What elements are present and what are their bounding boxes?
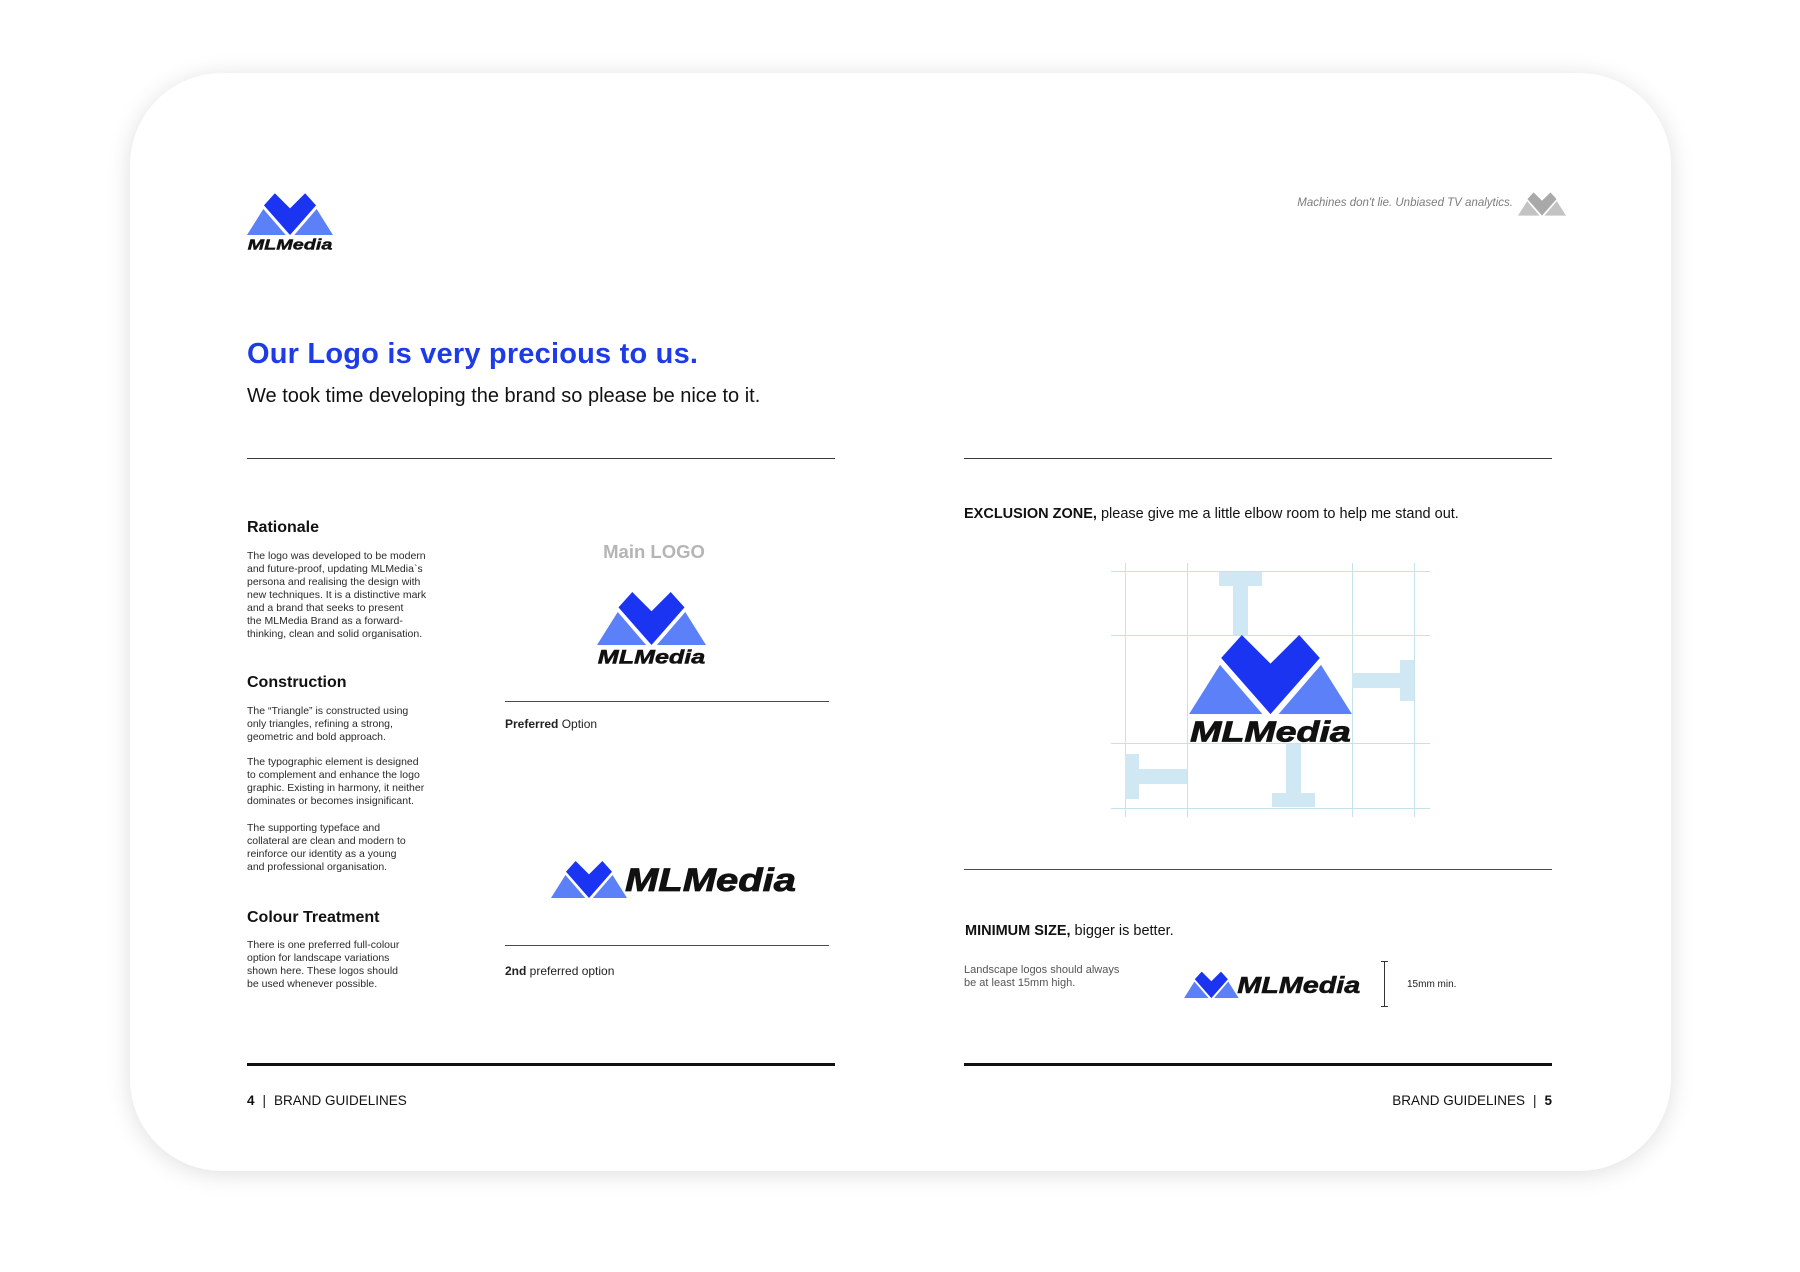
footer-label: BRAND GUIDELINES — [1392, 1093, 1525, 1108]
measure-tick-bottom — [1381, 1006, 1388, 1007]
text-line: geometric and bold approach. — [247, 731, 386, 743]
exclusion-zone-statement — [964, 504, 1459, 524]
exclusion-marker-bottom — [1272, 744, 1315, 807]
text-line: Landscape logos should always — [964, 964, 1120, 976]
preferred-caption-bold: Preferred — [505, 717, 559, 731]
mlmedia-logo-exclusion — [1189, 635, 1352, 744]
text-line: collateral are clean and modern to — [247, 835, 406, 847]
text-line: The typographic element is designed — [247, 756, 419, 768]
divider-right-bottom — [964, 1063, 1552, 1066]
footer-left — [247, 1092, 407, 1110]
exclusion-zone-rest: please give me a little elbow room to help me stand out. — [1096, 506, 1459, 522]
divider-left-top — [247, 458, 835, 459]
text-line: graphic. Existing in harmony, it neither — [247, 782, 425, 794]
exclusion-zone-bold: EXCLUSION ZONE, — [964, 506, 1097, 522]
page-subtitle: We took time developing the brand so please be nice to it. — [247, 385, 761, 407]
page-number: 5 — [1544, 1093, 1552, 1108]
mlmedia-mark-icon — [1518, 192, 1566, 216]
minimum-size-note — [964, 964, 1119, 990]
text-line: option for landscape variations — [247, 952, 390, 964]
text-line: reinforce our identity as a young — [247, 848, 397, 860]
text-line: The “Triangle” is constructed using — [247, 705, 409, 717]
section-heading-colour-treatment: Colour Treatment — [247, 909, 380, 926]
footer-separator: | — [262, 1093, 267, 1108]
minimum-size-statement — [965, 921, 1174, 941]
text-line: and future-proof, updating MLMedia`s — [247, 563, 423, 575]
minimum-size-bold: MINIMUM SIZE, — [965, 923, 1071, 939]
text-line: and professional organisation. — [247, 861, 388, 873]
mlmedia-logo-header — [247, 193, 333, 251]
text-line: be at least 15mm high. — [964, 977, 1076, 989]
text-line: shown here. These logos should — [247, 965, 398, 977]
colour-treatment-paragraph — [247, 939, 399, 991]
section-heading-construction: Construction — [247, 674, 347, 691]
text-line: dominates or becomes insignificant. — [247, 795, 414, 807]
text-line: to complement and enhance the logo — [247, 769, 420, 781]
divider-preferred — [505, 701, 829, 702]
section-heading-rationale: Rationale — [247, 519, 320, 536]
rationale-paragraph — [247, 550, 426, 641]
divider-minimum-size — [964, 869, 1552, 870]
text-line: The supporting typeface and — [247, 822, 381, 834]
construction-paragraph-2 — [247, 756, 424, 808]
text-line: the MLMedia Brand as a forward- — [247, 615, 403, 627]
text-line: The logo was developed to be modern — [247, 550, 426, 562]
text-line: only triangles, refining a strong, — [247, 718, 393, 730]
minimum-size-rest: bigger is better. — [1070, 923, 1174, 939]
divider-left-bottom — [247, 1063, 835, 1066]
second-caption-rest: preferred option — [526, 964, 615, 978]
minimum-size-measure: 15mm min. — [1407, 979, 1457, 990]
mlmedia-logo-minimum — [1184, 970, 1361, 999]
divider-right-top — [964, 458, 1552, 459]
exclusion-marker-top — [1219, 572, 1262, 635]
measure-tick-top — [1381, 961, 1388, 962]
preferred-caption — [505, 716, 597, 732]
tagline: Machines don't lie. Unbiased TV analytics. — [1297, 197, 1513, 209]
construction-paragraph-1 — [247, 705, 408, 744]
construction-paragraph-3 — [247, 822, 406, 874]
text-line: and a brand that seeks to present — [247, 602, 404, 614]
text-line: persona and realising the design with — [247, 576, 421, 588]
second-preferred-caption — [505, 963, 614, 979]
page-title: Our Logo is very precious to us. — [247, 338, 699, 370]
exclusion-marker-right — [1352, 660, 1414, 701]
text-line: new techniques. It is a distinctive mark — [247, 589, 427, 601]
text-line: be used whenever possible. — [247, 978, 378, 990]
divider-second-preferred — [505, 945, 829, 946]
mlmedia-logo-stacked — [597, 592, 706, 665]
footer-right — [1392, 1092, 1552, 1110]
measure-line — [1384, 961, 1385, 1007]
footer-separator: | — [1532, 1093, 1537, 1108]
text-line: There is one preferred full-colour — [247, 939, 400, 951]
main-logo-label: Main LOGO — [603, 541, 705, 562]
mlmedia-logo-landscape — [551, 859, 797, 899]
exclusion-marker-left — [1125, 754, 1187, 799]
footer-label: BRAND GUIDELINES — [274, 1093, 407, 1108]
preferred-caption-rest: Option — [558, 717, 598, 731]
text-line: thinking, clean and solid organisation. — [247, 628, 423, 640]
second-caption-bold: 2nd — [505, 964, 527, 978]
page-number: 4 — [247, 1093, 255, 1108]
